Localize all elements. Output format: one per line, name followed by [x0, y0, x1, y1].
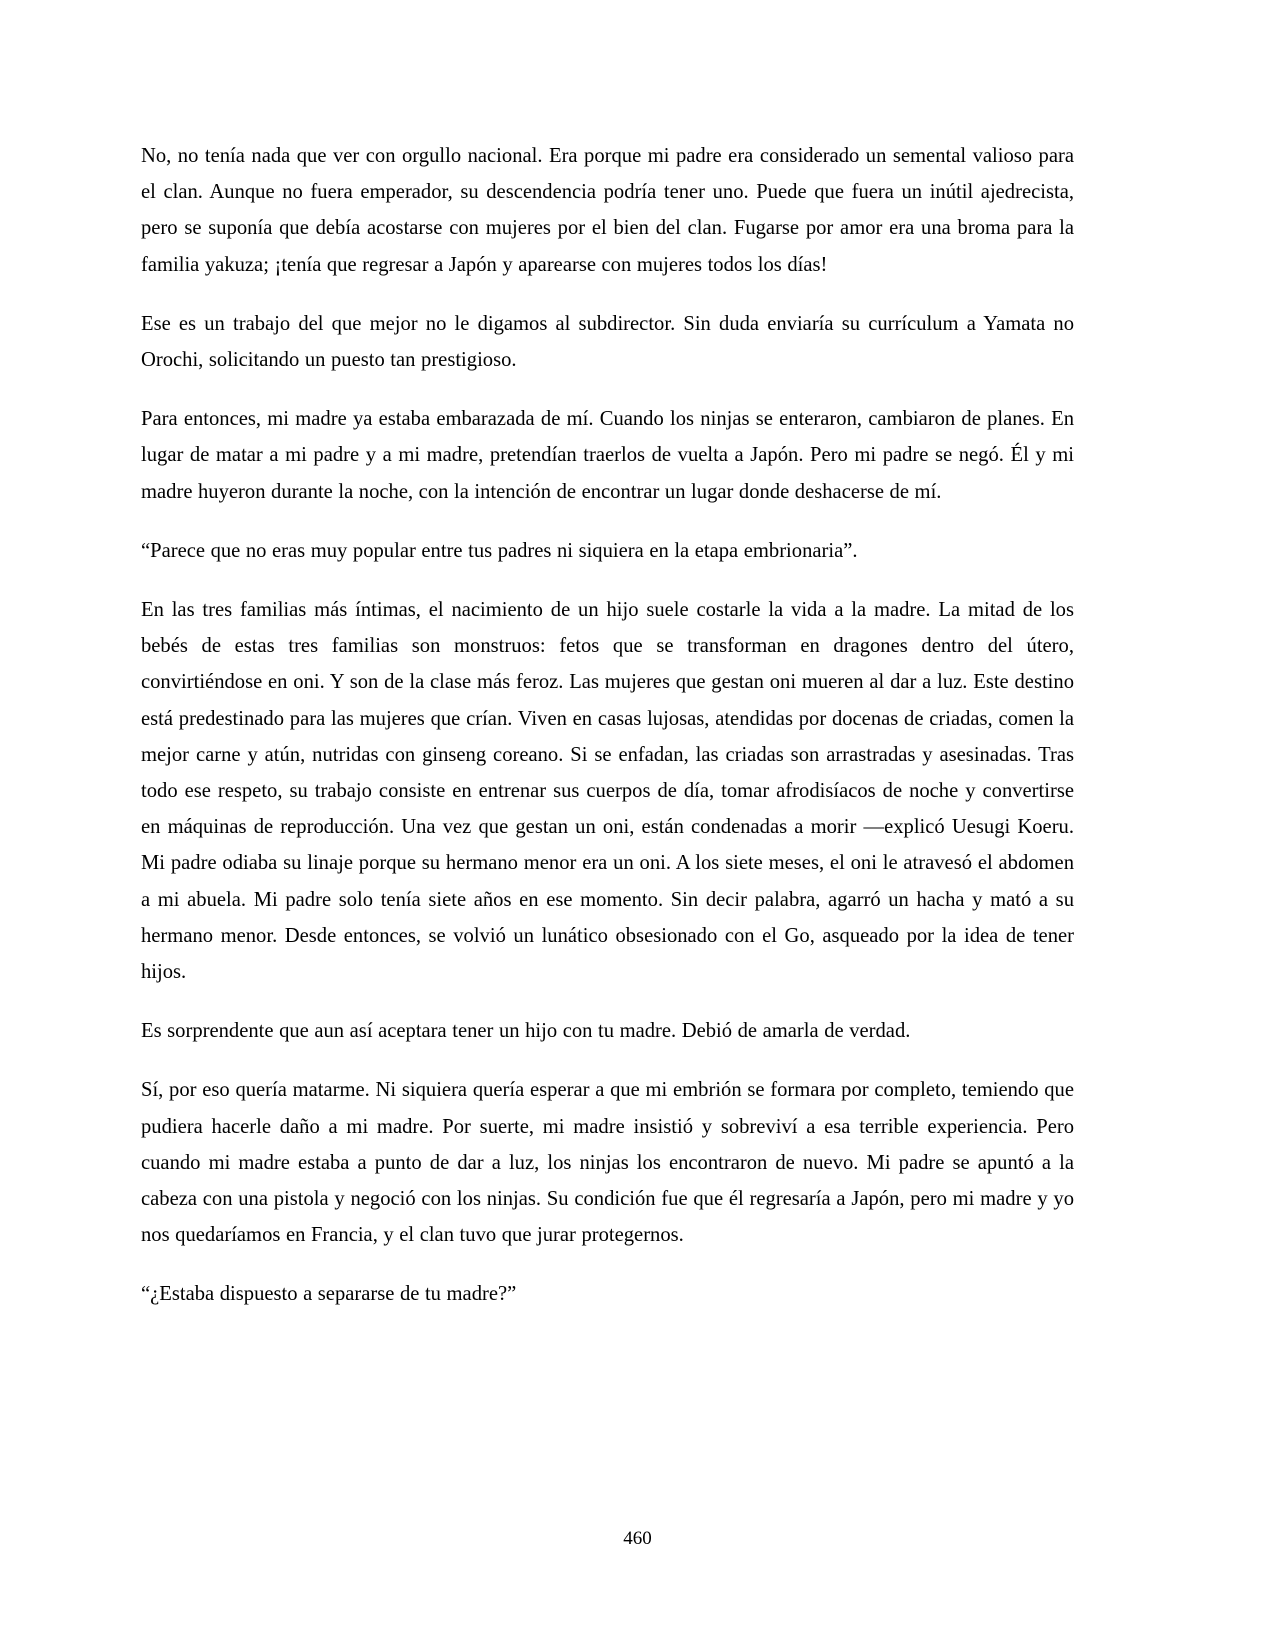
page-body-text: [141, 138, 1074, 1336]
paragraph-4: “Parece que no eras muy popular entre tus padres ni siquiera en la etapa embrionaria”.: [141, 539, 858, 562]
paragraph-2: Ese es un trabajo del que mejor no le digamos al subdirector. Sin duda enviaría su currículum a Yamata no Orochi, solicitando un puesto tan prestigioso.: [141, 312, 1074, 372]
paragraph-5: En las tres familias más íntimas, el nacimiento de un hijo suele costarle la vida a la madre. La mitad de los bebés de estas tres familias son monstruos: fetos que se transforman en dragones dentro del útero, convirtiéndose en oni. Y son de la clase más feroz. Las mujeres que gestan oni mueren al dar a luz. Este destino está predestinado para las mujeres que crían. Viven en casas lujosas, atendidas por docenas de criadas, comen la mejor carne y atún, nutridas con ginseng coreano. Si se enfadan, las criadas son arrastradas y asesinadas. Tras todo ese respeto, su trabajo consiste en entrenar sus cuerpos de día, tomar afrodisíacos de noche y convertirse en máquinas de reproducción. Una vez que gestan un oni, están condenadas a morir —explicó Uesugi Koeru. Mi padre odiaba su linaje porque su hermano menor era un oni. A los siete meses, el oni le atravesó el abdomen a mi abuela. Mi padre solo tenía siete años en ese momento. Sin decir palabra, agarró un hacha y mató a su hermano menor. Desde entonces, se volvió un lunático obsesionado con el Go, asqueado por la idea de tener hijos.: [141, 599, 1074, 984]
paragraph-3: Para entonces, mi madre ya estaba embarazada de mí. Cuando los ninjas se enteraron, cambiaron de planes. En lugar de matar a mi padre y a mi madre, pretendían traerlos de vuelta a Japón. Pero mi padre se negó. Él y mi madre huyeron durante la noche, con la intención de encontrar un lugar donde deshacerse de mí.: [141, 408, 1074, 503]
paragraph-7: Sí, por eso quería matarme. Ni siquiera quería esperar a que mi embrión se formara por completo, temiendo que pudiera hacerle daño a mi madre. Por suerte, mi madre insistió y sobreviví a esa terrible experiencia. Pero cuando mi madre estaba a punto de dar a luz, los ninjas los encontraron de nuevo. Mi padre se apuntó a la cabeza con una pistola y negoció con los ninjas. Su condición fue que él regresaría a Japón, pero mi madre y yo nos quedaríamos en Francia, y el clan tuvo que jurar protegernos.: [141, 1079, 1074, 1247]
paragraph-1: No, no tenía nada que ver con orgullo nacional. Era porque mi padre era considerado un semental valioso para el clan. Aunque no fuera emperador, su descendencia podría tener uno. Puede que fuera un inútil ajedrecista, pero se suponía que debía acostarse con mujeres por el bien del clan. Fugarse por amor era una broma para la familia yakuza; ¡tenía que regresar a Japón y aparearse con mujeres todos los días!: [141, 145, 1074, 276]
paragraph-6: Es sorprendente que aun así aceptara tener un hijo con tu madre. Debió de amarla de verdad.: [141, 1020, 911, 1043]
paragraph-8: “¿Estaba dispuesto a separarse de tu madre?”: [141, 1283, 517, 1306]
page-number: 460: [623, 1528, 652, 1549]
